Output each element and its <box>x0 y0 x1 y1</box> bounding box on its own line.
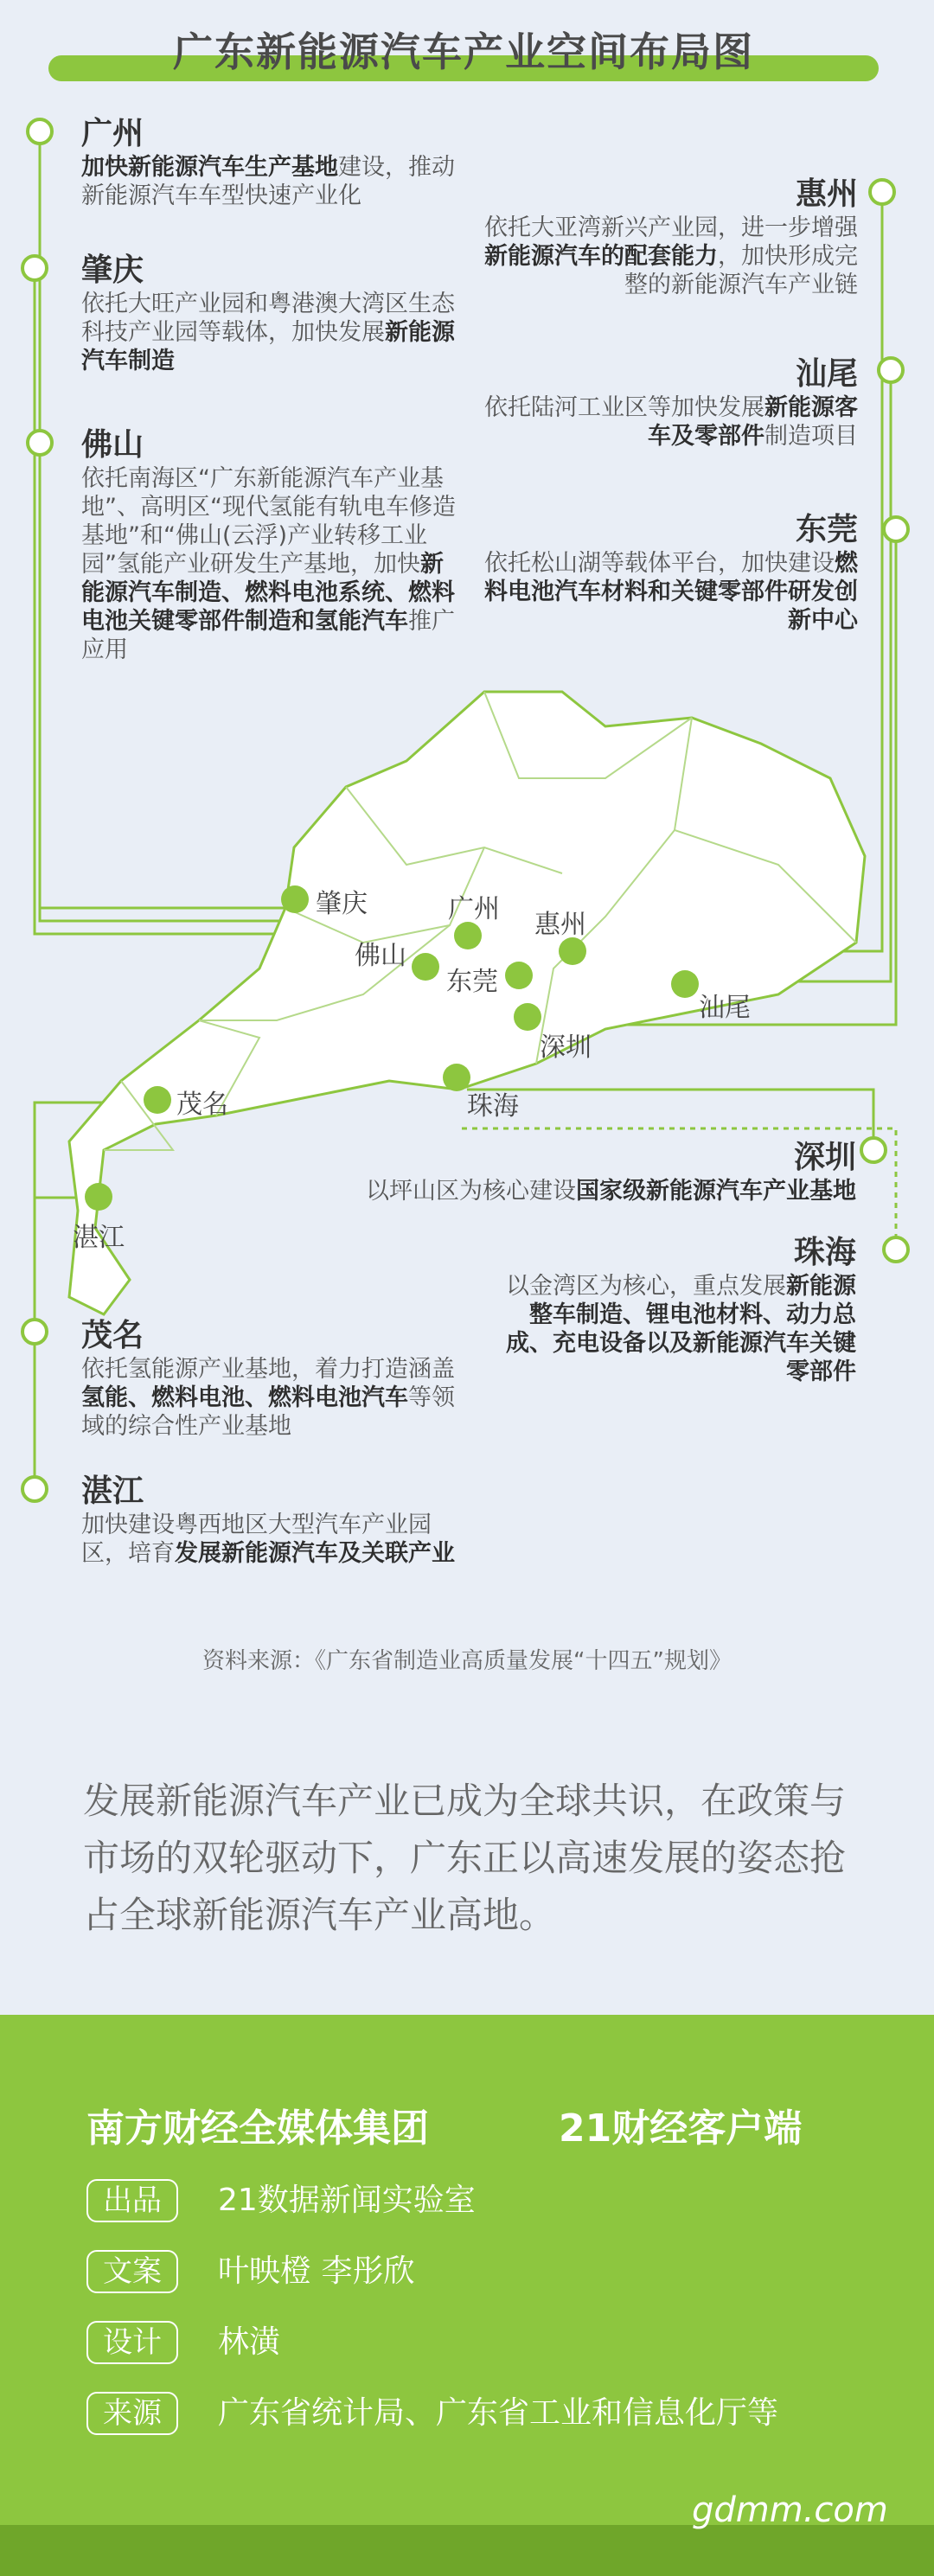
dongguan-marker-icon <box>882 515 910 543</box>
shanwei-marker-icon <box>877 356 905 384</box>
city-name: 汕尾 <box>795 356 858 392</box>
city-desc: 依托大亚湾新兴产业园，进一步增强新能源汽车的配套能力，加快形成完整的新能源汽车产业链 <box>484 214 858 298</box>
city-name: 深圳 <box>793 1140 856 1175</box>
city-desc: 依托氢能源产业基地，着力打造涵盖氢能、燃料电池、燃料电池汽车等领域的综合性产业基地 <box>81 1356 455 1440</box>
zhaoqing-marker-icon <box>21 254 48 282</box>
city-desc: 以金湾区为核心，重点发展新能源整车制造、锂电池材料、动力总成、充电设备以及新能源汽车关键零部件 <box>506 1273 856 1385</box>
huizhou-marker-icon <box>868 178 896 206</box>
map-label-huizhou: 惠州 <box>534 910 586 940</box>
block-maoming <box>81 1311 462 1441</box>
page-title: 广东新能源汽车产业空间布局图 <box>173 29 754 75</box>
credit-value: 林潢 <box>218 2324 281 2360</box>
city-desc: 依托南海区“广东新能源汽车产业基地”、高明区“现代氢能有轨电车修造基地”和“佛山(云浮)产业转移工业园”氢能产业研发生产基地，加快新能源汽车制造、燃料电池系统、燃料电池关键零部件制造和氢能汽车推广应用 <box>81 465 456 663</box>
credit-role: 来源 <box>86 2392 178 2435</box>
zhanjiang-marker-icon <box>21 1475 48 1503</box>
maoming-marker-icon <box>21 1318 48 1346</box>
summary-paragraph: 发展新能源汽车产业已成为全球共识，在政策与市场的双轮驱动下，广东正以高速发展的姿态抢占全球新能源汽车产业高地。 <box>83 1780 847 1936</box>
city-name: 惠州 <box>795 176 858 212</box>
city-desc: 加快建设粤西地区大型汽车产业园区，培育发展新能源汽车及关联产业 <box>81 1512 455 1567</box>
map-label-dongguan: 东莞 <box>446 967 498 997</box>
shenzhen-marker-icon <box>860 1136 887 1164</box>
credit-role: 设计 <box>86 2321 178 2364</box>
credit-value: 叶映橙 李彤欣 <box>218 2253 415 2289</box>
map-dot-zhanjiang <box>85 1183 112 1211</box>
map-dot-maoming <box>144 1086 171 1114</box>
block-foshan <box>81 420 462 664</box>
map-dot-shenzhen <box>514 1003 541 1031</box>
foshan-marker-icon <box>26 429 54 457</box>
map-label-guangzhou: 广州 <box>448 894 500 924</box>
city-name: 珠海 <box>793 1235 856 1270</box>
map-label-zhaoqing: 肇庆 <box>316 889 368 919</box>
map-label-zhuhai: 珠海 <box>467 1091 519 1122</box>
city-desc: 依托陆河工业区等加快发展新能源客车及零部件制造项目 <box>484 394 858 450</box>
map-label-foshan: 佛山 <box>355 941 406 971</box>
credit-role: 出品 <box>86 2179 178 2222</box>
credit-role: 文案 <box>86 2250 178 2293</box>
zhuhai-marker-icon <box>882 1236 910 1263</box>
city-desc: 以坪山区为核心建设国家级新能源汽车产业基地 <box>366 1178 856 1205</box>
block-zhanjiang <box>81 1467 462 1568</box>
watermark: gdmm.com <box>692 2490 888 2530</box>
org-right: 21财经客户端 <box>559 2106 803 2151</box>
org-left: 南方财经全媒体集团 <box>86 2106 429 2151</box>
map-dot-shanwei <box>671 970 699 998</box>
block-zhaoqing <box>81 246 462 375</box>
map-dot-huizhou <box>559 937 586 965</box>
source-note: 资料来源：《广东省制造业高质量发展“十四五”规划》 <box>202 1648 732 1674</box>
credit-value: 21数据新闻实验室 <box>218 2183 476 2218</box>
block-dongguan <box>477 505 858 635</box>
footer-bottom-strip <box>0 2525 934 2576</box>
block-guangzhou <box>81 109 462 210</box>
map-label-shanwei: 汕尾 <box>699 993 751 1023</box>
city-name: 广州 <box>81 116 144 151</box>
map-dot-guangzhou <box>454 922 482 949</box>
city-name: 茂名 <box>81 1318 144 1353</box>
city-desc: 加快新能源汽车生产基地建设，推动新能源汽车车型快速产业化 <box>81 154 455 209</box>
guangzhou-marker-icon <box>26 118 54 145</box>
block-zhuhai <box>484 1228 856 1386</box>
map-label-maoming: 茂名 <box>176 1090 228 1120</box>
map-label-zhanjiang: 湛江 <box>73 1223 125 1253</box>
map-dot-dongguan <box>505 962 533 989</box>
credit-value: 广东省统计局、广东省工业和信息化厅等 <box>218 2395 779 2431</box>
map-label-shenzhen: 深圳 <box>540 1032 592 1063</box>
map-dot-zhaoqing <box>281 885 309 913</box>
city-desc: 依托大旺产业园和粤港澳大湾区生态科技产业园等载体，加快发展新能源汽车制造 <box>81 291 455 374</box>
block-shanwei <box>477 349 858 451</box>
city-desc: 依托松山湖等载体平台，加快建设燃料电池汽车材料和关键零部件研发创新中心 <box>484 550 858 634</box>
city-name: 湛江 <box>81 1473 144 1509</box>
block-shenzhen <box>259 1133 856 1205</box>
block-huizhou <box>477 169 858 299</box>
city-name: 佛山 <box>81 427 144 463</box>
city-name: 肇庆 <box>81 252 144 288</box>
map-dot-foshan <box>412 953 439 981</box>
city-name: 东莞 <box>795 512 858 547</box>
